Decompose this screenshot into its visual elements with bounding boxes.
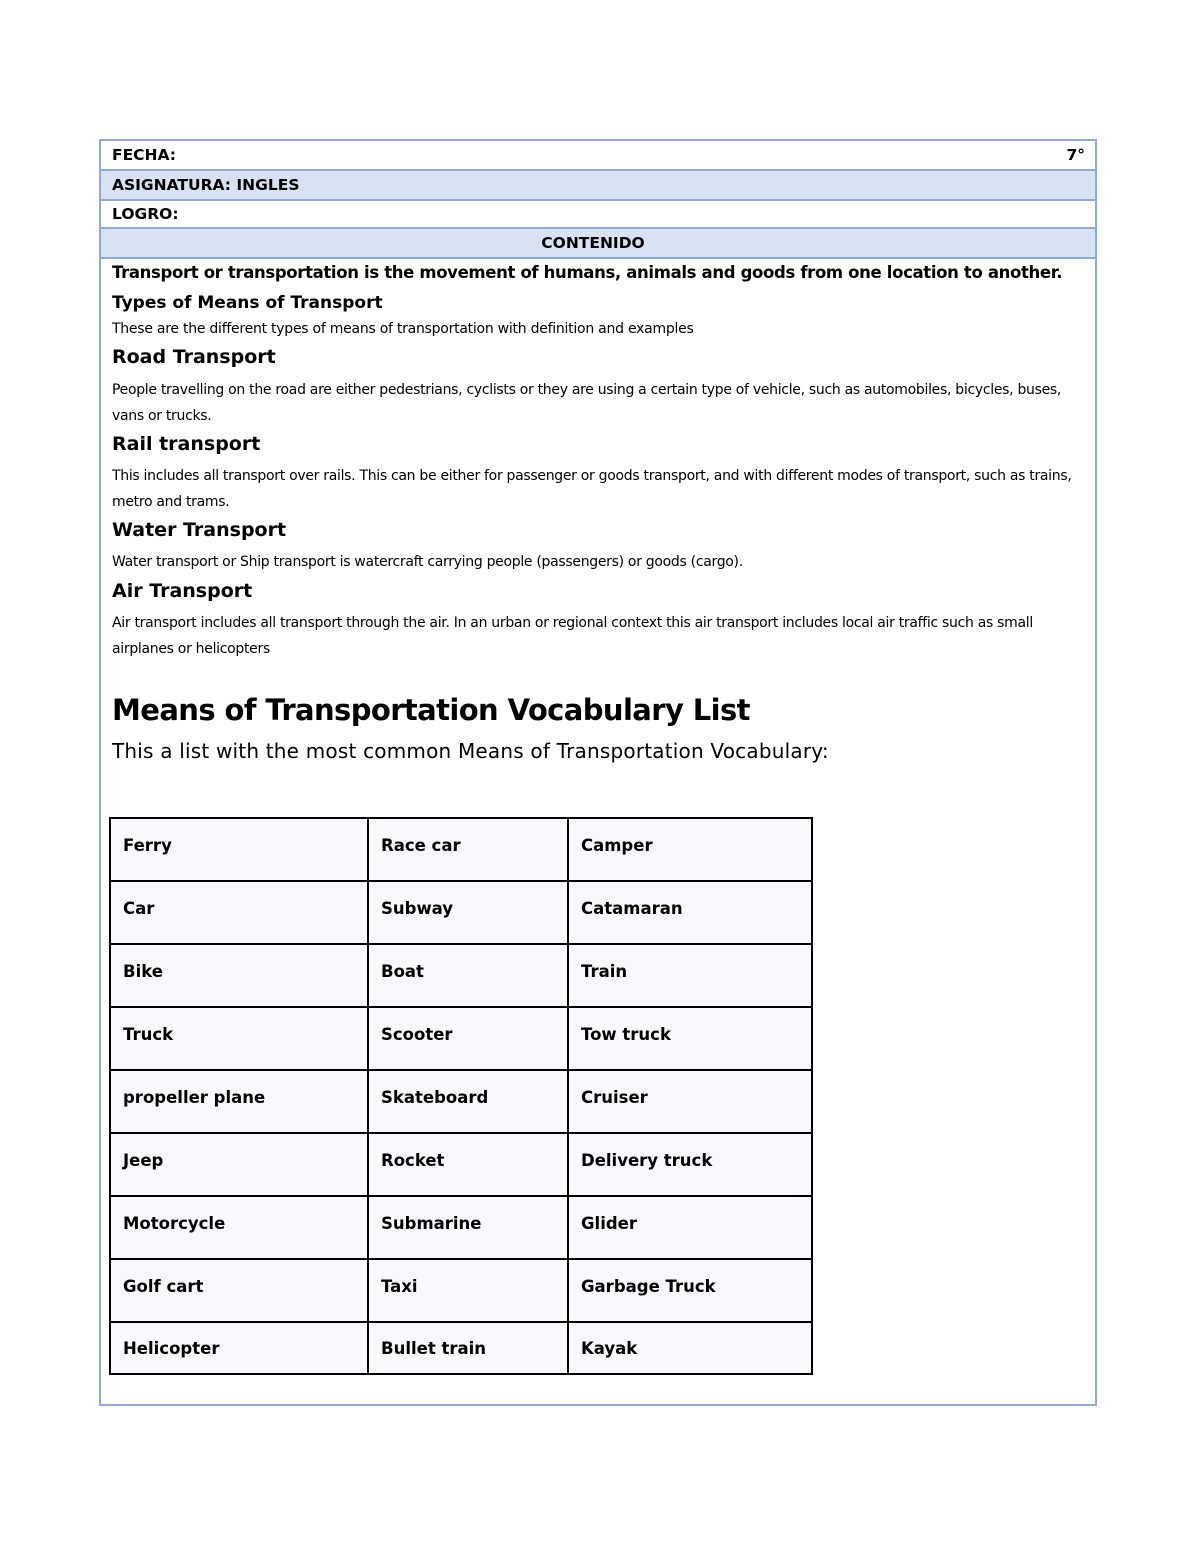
table-cell: Boat xyxy=(368,944,568,1007)
table-cell: Glider xyxy=(568,1196,812,1259)
road-transport-heading: Road Transport xyxy=(112,346,276,368)
table-cell: Truck xyxy=(110,1007,368,1070)
water-transport-heading: Water Transport xyxy=(112,519,287,541)
table-cell: Catamaran xyxy=(568,881,812,944)
rail-transport-text: This includes all transport over rails. This can be either for passenger or goods transport, and with different modes of transport, such as trains, metro and trams. xyxy=(112,468,1072,510)
table-cell: Delivery truck xyxy=(568,1133,812,1196)
table-cell: Kayak xyxy=(568,1322,812,1374)
vocabulary-subtitle: This a list with the most common Means of Transportation Vocabulary: xyxy=(112,739,829,763)
rail-transport-heading: Rail transport xyxy=(112,433,261,455)
road-transport-text: People travelling on the road are either pedestrians, cyclists or they are using a certain type of vehicle, such as automobiles, bicycles, buses, vans or trucks. xyxy=(112,382,1062,424)
table-cell: Helicopter xyxy=(110,1322,368,1374)
table-row xyxy=(110,1133,812,1196)
table-row xyxy=(110,881,812,944)
table-cell: Scooter xyxy=(368,1007,568,1070)
table-cell: Camper xyxy=(568,818,812,881)
table-row xyxy=(110,1322,812,1374)
fecha-row xyxy=(101,141,1095,171)
table-cell: Motorcycle xyxy=(110,1196,368,1259)
table-cell: propeller plane xyxy=(110,1070,368,1133)
table-cell: Car xyxy=(110,881,368,944)
table-cell: Subway xyxy=(368,881,568,944)
grade-label: 7° xyxy=(1066,146,1085,164)
table-row xyxy=(110,818,812,881)
fecha-label: FECHA: xyxy=(112,146,177,164)
worksheet xyxy=(99,139,1097,1406)
table-row xyxy=(110,1259,812,1322)
table-cell: Tow truck xyxy=(568,1007,812,1070)
contenido-label: CONTENIDO xyxy=(541,234,645,252)
table-row xyxy=(110,1070,812,1133)
contenido-row xyxy=(101,229,1095,259)
vocabulary-table xyxy=(109,817,813,1375)
table-cell: Jeep xyxy=(110,1133,368,1196)
air-transport-text: Air transport includes all transport through the air. In an urban or regional context this air transport includes local air traffic such as small airplanes or helicopters xyxy=(112,615,1033,657)
air-transport-heading: Air Transport xyxy=(112,580,253,602)
types-description: These are the different types of means of transportation with definition and examples xyxy=(112,321,694,337)
table-cell: Taxi xyxy=(368,1259,568,1322)
asignatura-row xyxy=(101,171,1095,201)
water-transport-text: Water transport or Ship transport is watercraft carrying people (passengers) or goods (cargo). xyxy=(112,554,743,570)
table-cell: Skateboard xyxy=(368,1070,568,1133)
table-row xyxy=(110,1196,812,1259)
types-heading: Types of Means of Transport xyxy=(112,293,383,313)
logro-row xyxy=(101,201,1095,229)
table-row xyxy=(110,944,812,1007)
table-cell: Train xyxy=(568,944,812,1007)
vocabulary-title: Means of Transportation Vocabulary List xyxy=(112,693,750,727)
asignatura-label: ASIGNATURA: INGLES xyxy=(112,176,300,194)
table-cell: Rocket xyxy=(368,1133,568,1196)
logro-label: LOGRO: xyxy=(112,205,179,223)
table-cell: Ferry xyxy=(110,818,368,881)
table-cell: Bike xyxy=(110,944,368,1007)
table-cell: Garbage Truck xyxy=(568,1259,812,1322)
table-cell: Submarine xyxy=(368,1196,568,1259)
table-cell: Race car xyxy=(368,818,568,881)
intro-text: Transport or transportation is the movement of humans, animals and goods from one location to another. xyxy=(112,263,1063,282)
table-cell: Cruiser xyxy=(568,1070,812,1133)
table-cell: Bullet train xyxy=(368,1322,568,1374)
table-row xyxy=(110,1007,812,1070)
table-cell: Golf cart xyxy=(110,1259,368,1322)
